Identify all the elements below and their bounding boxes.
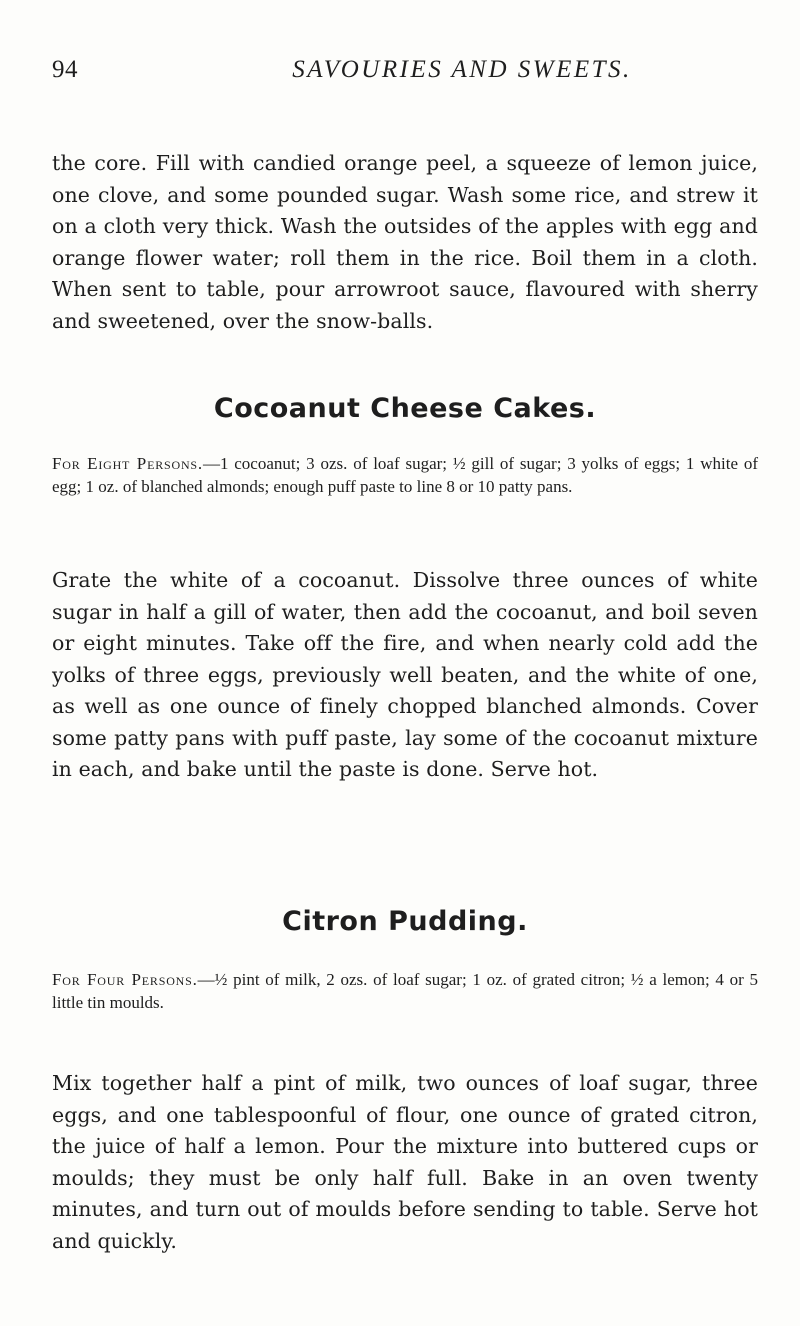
ingredients-lead: For Eight Persons. bbox=[52, 454, 203, 473]
ingredients-list: —½ pint of milk, 2 ozs. of loaf sugar; 1 oz. of grated citron; ½ a lemon; 4 or 5 little tin moulds. bbox=[52, 970, 759, 1012]
method-cocoanut-cheese-cakes: Grate the white of a cocoanut. Dissolve three ounces of white sugar in half a gill of water, then add the cocoanut, and boil seven or eight minutes. Take off the fire, and when nearly cold add the yolks of three eggs, previously well beaten, and the white of one, as well as one ounce of finely chopped blanched almonds. Cover some patty pans with puff paste, lay some of the cocoanut mixture in each, and bake until the paste is done. Serve hot. bbox=[52, 568, 758, 781]
page-number: 94 bbox=[52, 56, 78, 83]
method-citron-pudding: Mix together half a pint of milk, two ounces of loaf sugar, three eggs, and one tablespoonful of flour, one ounce of grated citron, the juice of half a lemon. Pour the mixture into buttered cups or moulds; they must be only half full. Bake in an oven twenty minutes, and turn out of moulds before sending to table. Serve hot and quickly. bbox=[52, 1071, 758, 1253]
recipe-title-cocoanut-cheese-cakes: Cocoanut Cheese Cakes. bbox=[213, 393, 597, 424]
ingredients-cocoanut-cheese-cakes bbox=[52, 452, 758, 498]
ingredients-lead: For Four Persons. bbox=[52, 970, 198, 989]
running-title: SAVOURIES AND SWEETS. bbox=[292, 56, 632, 83]
intro-paragraph: the core. Fill with candied orange peel, a squeeze of lemon juice, one clove, and some pounded sugar. Wash some rice, and strew it on a cloth very thick. Wash the outsides of the apples with egg and orange flower water; roll them in the rice. Boil them in a cloth. When sent to table, pour arrowroot sauce, flavoured with sherry and sweetened, over the snow-balls. bbox=[52, 151, 758, 333]
ingredients-list: —1 cocoanut; 3 ozs. of loaf sugar; ½ gill of sugar; 3 yolks of eggs; 1 white of egg; 1 oz. of blanched almonds; enough puff paste to line 8 or 10 patty pans. bbox=[52, 454, 758, 496]
recipe-title-citron-pudding: Citron Pudding. bbox=[282, 906, 528, 937]
running-header bbox=[52, 56, 752, 90]
ingredients-citron-pudding bbox=[52, 968, 758, 1014]
